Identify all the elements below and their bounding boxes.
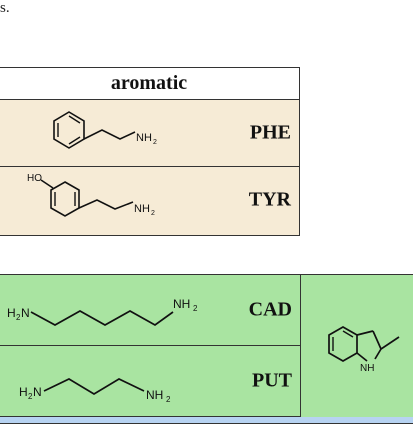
phe-nh2-subscript: 2 [153, 139, 157, 146]
putrescine-structure [19, 354, 249, 414]
cadaverine-structure [7, 281, 237, 341]
indole-nh-label: NH [360, 363, 375, 374]
put-right-nh: NH [146, 388, 164, 402]
diamine-column [0, 275, 301, 423]
tyr-ho-label: HO [27, 173, 42, 184]
put-left-sub: 2 [28, 392, 33, 401]
aromatic-header: aromatic [0, 68, 299, 100]
cad-left-h: H [7, 306, 16, 320]
cad-row [0, 275, 300, 346]
tyr-nh2-subscript: 2 [151, 210, 155, 217]
cad-right-nh: NH [173, 297, 191, 311]
cad-left-sub: 2 [16, 313, 21, 322]
phenethylamine-structure [47, 102, 187, 164]
put-left-n: N [33, 385, 42, 399]
tyr-row [0, 167, 299, 233]
cad-right-sub: 2 [193, 304, 198, 313]
diamine-table [0, 274, 413, 424]
cad-abbreviation: CAD [248, 298, 292, 321]
indole-structure [321, 321, 413, 391]
put-left-h: H [19, 385, 28, 399]
phe-abbreviation: PHE [249, 121, 291, 144]
aromatic-table [0, 67, 300, 236]
phe-nh2-label: NH [136, 132, 152, 144]
put-abbreviation: PUT [252, 369, 292, 392]
put-right-sub: 2 [166, 395, 171, 404]
tyr-abbreviation: TYR [248, 188, 291, 211]
phe-row [0, 100, 299, 167]
put-row [0, 346, 300, 417]
page-text-fragment: s. [0, 0, 10, 16]
tyramine-structure [27, 168, 187, 232]
next-section-edge [0, 417, 413, 423]
tyr-nh2-label: NH [134, 203, 150, 215]
cad-left-n: N [21, 306, 30, 320]
